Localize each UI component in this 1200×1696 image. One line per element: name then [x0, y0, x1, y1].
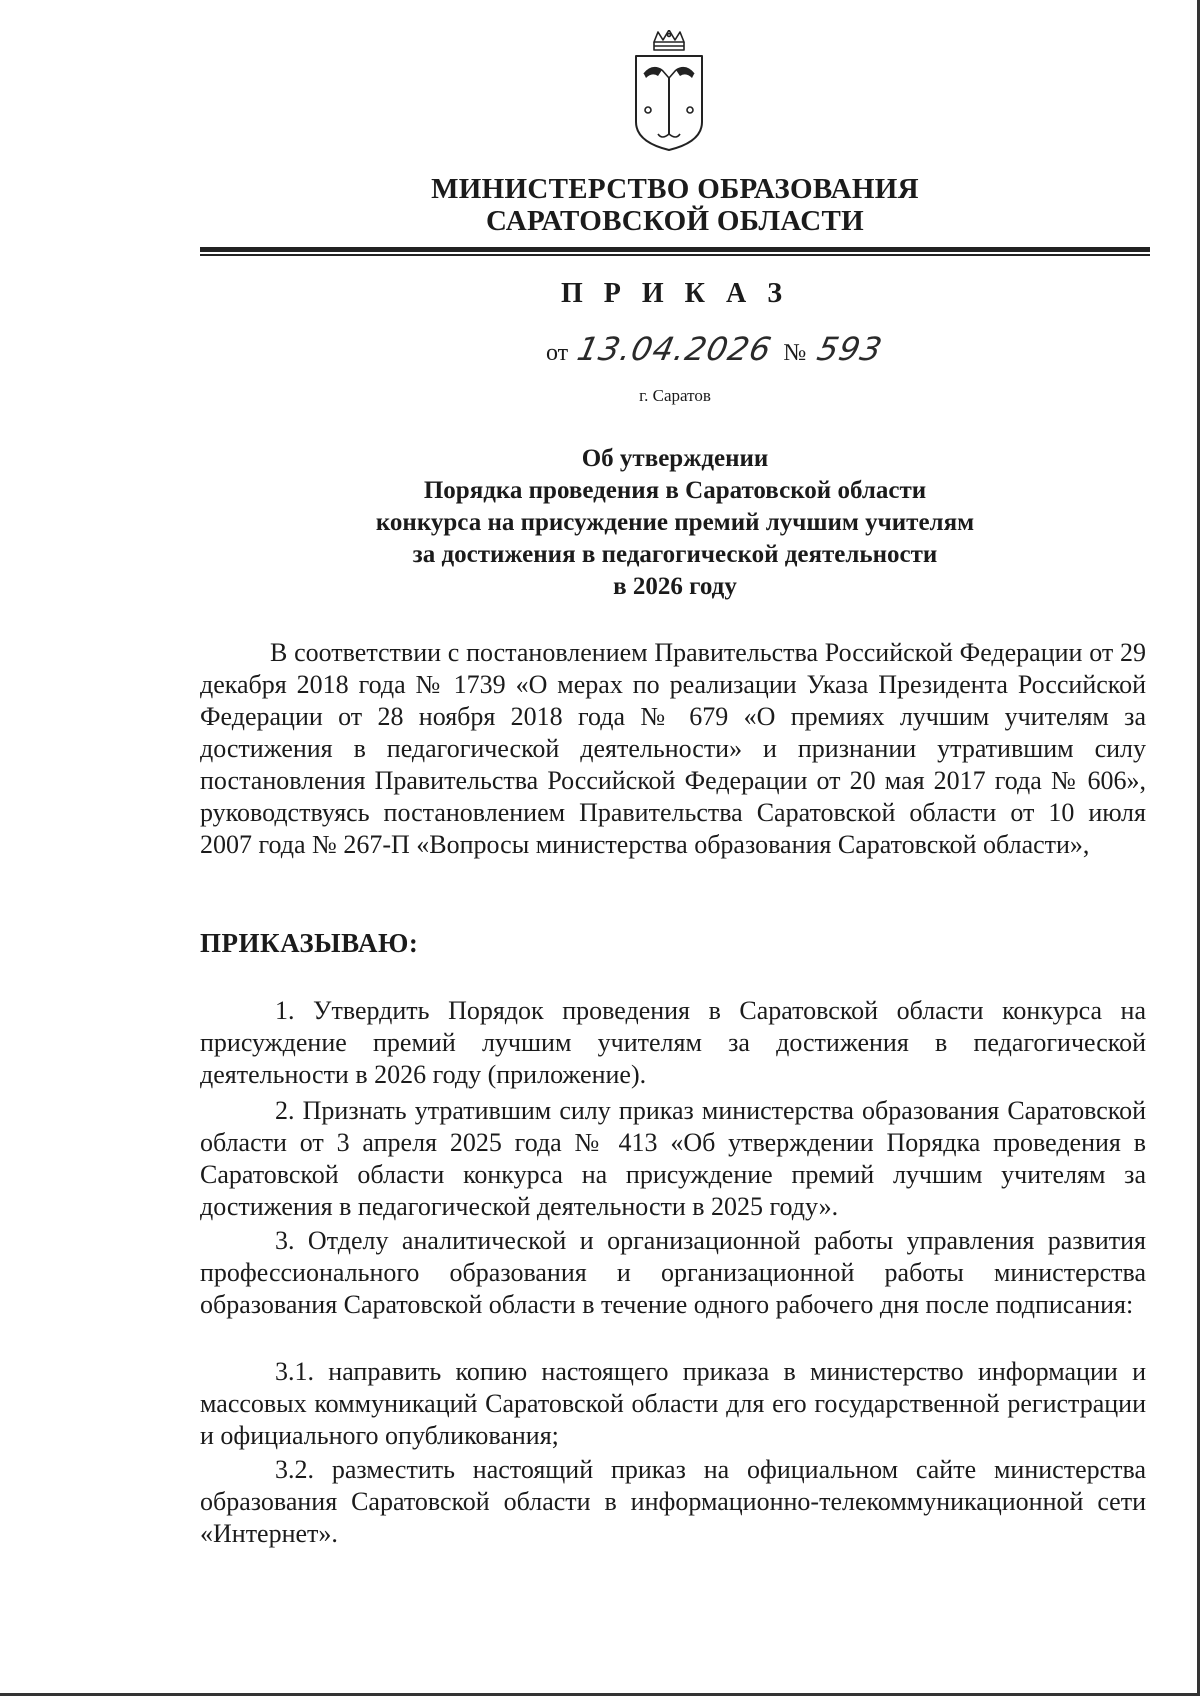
item-2: 2. Признать утратившим силу приказ министерства образования Саратовской области от 3 апреля 2025 года № 413 «Об утверждении Порядка проведения в Саратовской области конкурса на присуждение премий лучшим учителям за достижения в педагогической деятельности в 2025 году».: [200, 1096, 1146, 1221]
item-3: 3. Отделу аналитической и организационной работы управления развития профессионального образования и организационной работы министерства образования Саратовской области в течение одного рабочего дня после подписания:: [200, 1226, 1146, 1319]
item-3-1: 3.1. направить копию настоящего приказа в министерство информации и массовых коммуникаций Саратовской области для его государственной регистрации и официального опубликования;: [200, 1357, 1146, 1450]
title-line: конкурса на присуждение премий лучшим учителям: [375, 509, 975, 536]
date-prefix: от: [546, 340, 569, 366]
title-line: Порядка проведения в Саратовской области: [423, 477, 927, 504]
ministry-name: [200, 173, 1150, 237]
doc-type-heading: П Р И К А З: [561, 278, 789, 309]
title-line: в 2026 году: [613, 573, 737, 600]
order-dateline: [546, 330, 887, 368]
document-title: [200, 443, 1150, 603]
order-word: ПРИКАЗЫВАЮ:: [200, 928, 419, 958]
header-rule: [200, 254, 1150, 256]
handwritten-number: 593: [814, 330, 887, 368]
item-1: 1. Утвердить Порядок проведения в Саратовской области конкурса на присуждение премий лучшим учителям за достижения в педагогической деятельности в 2026 году (приложение).: [200, 996, 1146, 1089]
title-line: Об утверждении: [581, 445, 769, 472]
header-rule: [200, 247, 1150, 252]
handwritten-date: 13.04.2026: [574, 330, 776, 368]
coat-of-arms-icon: [632, 30, 706, 152]
city: г. Саратов: [639, 386, 711, 405]
title-line: за достижения в педагогической деятельности: [412, 541, 938, 568]
item-3-2: 3.2. разместить настоящий приказ на официальном сайте министерства образования Саратовской области в информационно-телекоммуникационной сети «Интернет».: [200, 1455, 1146, 1548]
ministry-line: САРАТОВСКОЙ ОБЛАСТИ: [486, 205, 864, 237]
ministry-line: МИНИСТЕРСТВО ОБРАЗОВАНИЯ: [431, 173, 919, 205]
intro-paragraph: В соответствии с постановлением Правительства Российской Федерации от 29 декабря 2018 года № 1739 «О мерах по реализации Указа Президента Российской Федерации от 28 ноября 2018 года № 679 «О премиях лучшим учителям за достижения в педагогической деятельности» и признании утратившим силу постановления Правительства Российской Федерации от 20 мая 2017 года № 606», руководствуясь постановлением Правительства Саратовской области от 10 июля 2007 года № 267-П «Вопросы министерства образования Саратовской области»,: [200, 638, 1146, 859]
number-sign: №: [783, 340, 807, 366]
